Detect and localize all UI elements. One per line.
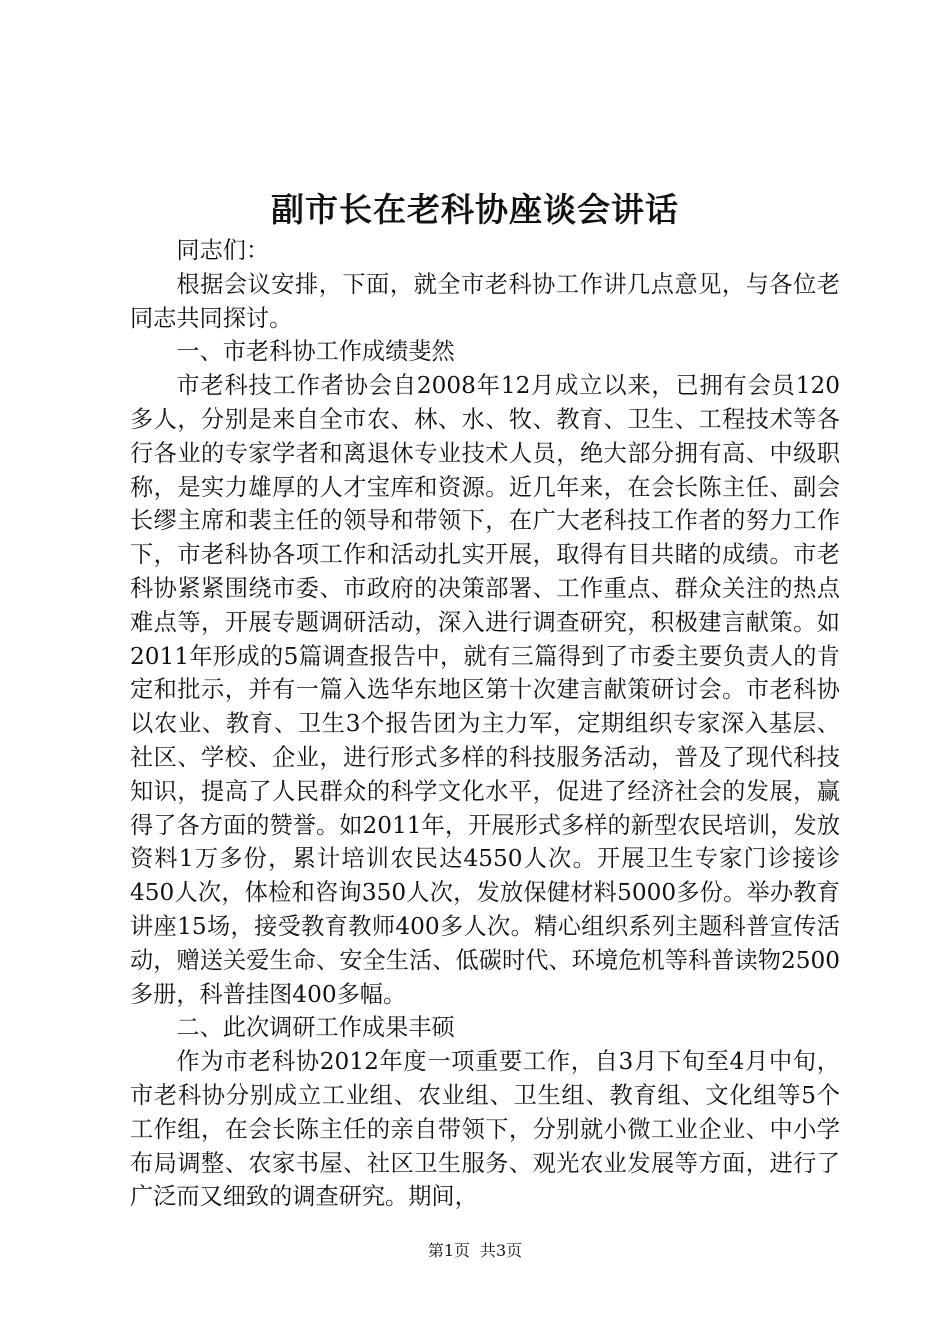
- page-total: 共3页: [480, 1241, 523, 1260]
- page-number: 第1页: [427, 1241, 470, 1260]
- section-2-paragraph: 作为市老科协2012年度一项重要工作，自3月下旬至4月中旬，市老科协分别成立工业组、农业组、卫生组、教育组、文化组等5个工作组，在会长陈主任的亲自带领下，分别就小微工业企业、中小学布局调整、农家书屋、社区卫生服务、观光农业发展等方面，进行了广泛而又细致的调查研究。期间，: [130, 1048, 840, 1211]
- page-footer: [0, 1240, 950, 1262]
- section-heading-1: 一、市老科协工作成绩斐然: [176, 338, 455, 366]
- document-title: 副市长在老科协座谈会讲话: [271, 190, 679, 229]
- document-body: [130, 234, 840, 1214]
- section-heading-2: 二、此次调研工作成果丰硕: [176, 1014, 455, 1042]
- section-1-paragraph: 市老科技工作者协会自2008年12月成立以来，已拥有会员120多人，分别是来自全市农、林、水、牧、教育、卫生、工程技术等各行各业的专家学者和离退休专业技术人员，绝大部分拥有高、中级职称，是实力雄厚的人才宝库和资源。近几年来，在会长陈主任、副会长缪主席和裴主任的领导和带领下，在广大老科技工作者的努力工作下，市老科协各项工作和活动扎实开展，取得有目共睹的成绩。市老科协紧紧围绕市委、市政府的决策部署、工作重点、群众关注的热点难点等，开展专题调研活动，深入进行调查研究，积极建言献策。如2011年形成的5篇调查报告中，就有三篇得到了市委主要负责人的肯定和批示，并有一篇入选华东地区第十次建言献策研讨会。市老科协以农业、教育、卫生3个报告团为主力军，定期组织专家深入基层、社区、学校、企业，进行形式多样的科技服务活动，普及了现代科技知识，提高了人民群众的科学文化水平，促进了经济社会的发展，赢得了各方面的赞誉。如2011年，开展形式多样的新型农民培训，发放资料1万多份，累计培训农民达4550人次。开展卫生专家门诊接诊450人次，体检和咨询350人次，发放保健材料5000多份。举办教育讲座15场，接受教育教师400多人次。精心组织系列主题科普宣传活动，赠送关爱生命、安全生活、低碳时代、环境危机等科普读物2500多册，科普挂图400多幅。: [130, 372, 840, 1008]
- salutation-paragraph: 同志们：: [176, 237, 270, 264]
- intro-paragraph: 根据会议安排，下面，就全市老科协工作讲几点意见，与各位老同志共同探讨。: [130, 270, 840, 332]
